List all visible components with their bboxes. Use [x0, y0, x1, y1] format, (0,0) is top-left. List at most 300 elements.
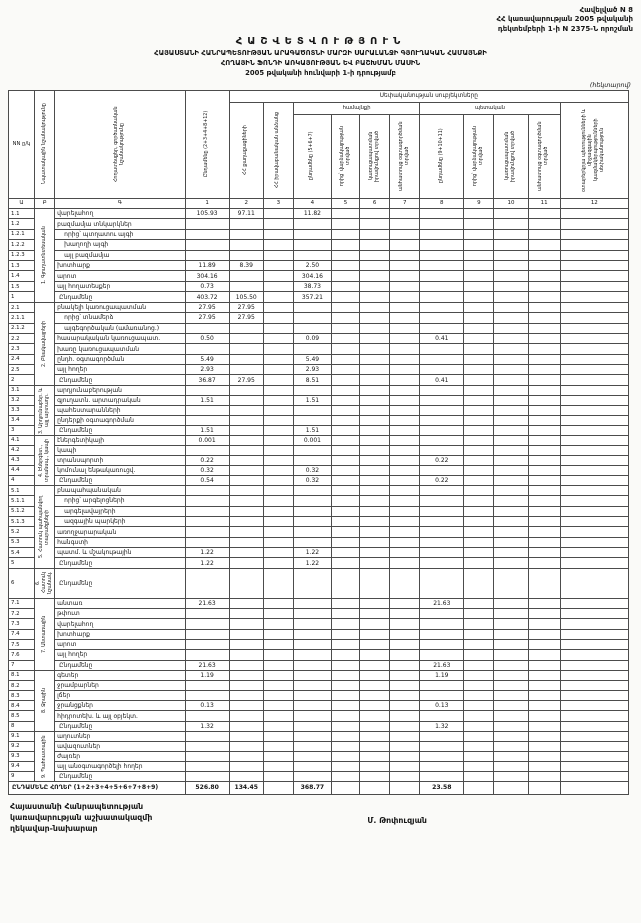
value-cell-col8: 0.22: [420, 455, 464, 465]
value-cell-col12: [560, 629, 628, 639]
value-cell-col1: [185, 344, 229, 354]
value-cell-col3: [263, 344, 293, 354]
value-cell-col8: [420, 323, 464, 333]
value-cell-col6: [360, 619, 390, 629]
category-label-cell: [35, 485, 55, 568]
column-number: Բ: [35, 198, 55, 208]
value-cell-col9: [464, 721, 494, 731]
value-cell-col1: 11.89: [185, 261, 229, 271]
value-cell-col5: [331, 681, 359, 691]
col-header-6: [360, 114, 390, 198]
header-band-row: [9, 90, 629, 102]
value-cell-col1: [185, 761, 229, 771]
value-cell-col1: [185, 639, 229, 649]
value-cell-col1: [185, 691, 229, 701]
report-subtitle-subject: ՀՈՂԱՅԻՆ ՖՈՆԴԻ ԱՌԿԱՅՈՒԹՅԱՆ ԵՎ ԲԱՇԽՄԱՆ ՄԱՍԻՆ: [220, 59, 421, 68]
value-cell-col6: [360, 313, 390, 323]
value-cell-col12: [560, 292, 628, 303]
report-subtitle-date: 2005 թվականի հունվարի 1-ի դրությամբ: [245, 69, 396, 77]
land-type-label: այլ հողեր: [55, 365, 185, 375]
value-cell-col2: [229, 365, 263, 375]
land-type-label: Ընդամենը: [55, 721, 185, 731]
value-cell-col8: [420, 425, 464, 435]
value-cell-col11: [528, 650, 560, 660]
value-cell-col7: [390, 568, 420, 598]
title-block: [8, 36, 633, 79]
value-cell-col7: [390, 250, 420, 260]
value-cell-col4: [293, 219, 331, 229]
col-header-8: [420, 114, 464, 198]
grand-total-col10: [494, 781, 528, 794]
value-cell-col11: [528, 639, 560, 649]
value-cell-col3: [263, 208, 293, 218]
value-cell-col1: 0.73: [185, 281, 229, 291]
table-row: [9, 761, 629, 771]
row-code: 4.3: [9, 455, 35, 465]
value-cell-col10: [494, 558, 528, 568]
value-cell-col8: [420, 629, 464, 639]
value-cell-col9: [464, 660, 494, 670]
value-cell-col8: [420, 435, 464, 445]
value-cell-col5: [331, 660, 359, 670]
land-type-label: առողջարարական: [55, 527, 185, 537]
appendix-line: Հավելված N 8: [579, 6, 633, 14]
value-cell-col9: [464, 506, 494, 516]
value-cell-col9: [464, 771, 494, 781]
category-label-cell: [35, 385, 55, 435]
value-cell-col1: [185, 751, 229, 761]
value-cell-col5: [331, 771, 359, 781]
land-type-label: վարելահող: [55, 208, 185, 218]
value-cell-col7: [390, 721, 420, 731]
land-type-label: ժայռեր: [55, 751, 185, 761]
value-cell-col7: [390, 313, 420, 323]
value-cell-col9: [464, 250, 494, 260]
value-cell-col6: [360, 229, 390, 239]
value-cell-col8: [420, 681, 464, 691]
value-cell-col4: [293, 323, 331, 333]
value-cell-col1: [185, 506, 229, 516]
value-cell-col5: [331, 496, 359, 506]
column-number: 1: [185, 198, 229, 208]
value-cell-col6: [360, 711, 390, 721]
value-cell-col9: [464, 619, 494, 629]
value-cell-col2: [229, 354, 263, 364]
row-code: 4.4: [9, 465, 35, 475]
value-cell-col1: [185, 250, 229, 260]
value-cell-col11: [528, 445, 560, 455]
value-cell-col3: [263, 639, 293, 649]
value-cell-col3: [263, 701, 293, 711]
value-cell-col2: [229, 741, 263, 751]
value-cell-col5: [331, 568, 359, 598]
value-cell-col7: [390, 344, 420, 354]
value-cell-col8: [420, 281, 464, 291]
value-cell-col3: [263, 751, 293, 761]
value-cell-col4: [293, 568, 331, 598]
category-label: 3. Արդյունաբեր. և այլ արտադր.: [38, 387, 50, 434]
value-cell-col8: [420, 691, 464, 701]
value-cell-col3: [263, 741, 293, 751]
land-type-label: արոտ: [55, 639, 185, 649]
value-cell-col2: [229, 219, 263, 229]
value-cell-col4: [293, 639, 331, 649]
value-cell-col11: [528, 219, 560, 229]
value-cell-col6: [360, 365, 390, 375]
value-cell-col1: 36.87: [185, 375, 229, 385]
value-cell-col4: [293, 445, 331, 455]
value-cell-col2: [229, 711, 263, 721]
value-cell-col4: [293, 609, 331, 619]
value-cell-col4: [293, 485, 331, 495]
value-cell-col2: [229, 639, 263, 649]
value-cell-col8: 0.13: [420, 701, 464, 711]
value-cell-col3: [263, 240, 293, 250]
value-cell-col8: [420, 313, 464, 323]
value-cell-col5: [331, 650, 359, 660]
value-cell-col10: [494, 240, 528, 250]
value-cell-col8: [420, 271, 464, 281]
value-cell-col10: [494, 292, 528, 303]
value-cell-col7: [390, 496, 420, 506]
value-cell-col9: [464, 435, 494, 445]
row-code: 1.1: [9, 208, 35, 218]
category-total-row: [9, 475, 629, 485]
value-cell-col10: [494, 313, 528, 323]
value-cell-col9: [464, 527, 494, 537]
value-cell-col4: [293, 670, 331, 680]
value-cell-col1: [185, 527, 229, 537]
table-row: [9, 609, 629, 619]
value-cell-col10: [494, 496, 528, 506]
value-cell-col2: [229, 435, 263, 445]
category-label-cell: [35, 731, 55, 781]
value-cell-col12: [560, 751, 628, 761]
value-cell-col6: [360, 250, 390, 260]
value-cell-col2: [229, 425, 263, 435]
value-cell-col4: [293, 629, 331, 639]
value-cell-col8: [420, 415, 464, 425]
value-cell-col2: [229, 405, 263, 415]
value-cell-col12: [560, 313, 628, 323]
value-cell-col4: [293, 701, 331, 711]
value-cell-col9: [464, 445, 494, 455]
value-cell-col10: [494, 527, 528, 537]
table-row: [9, 354, 629, 364]
value-cell-col8: [420, 761, 464, 771]
value-cell-col6: [360, 496, 390, 506]
value-cell-col10: [494, 485, 528, 495]
value-cell-col10: [494, 691, 528, 701]
value-cell-col11: [528, 548, 560, 558]
value-cell-col6: [360, 425, 390, 435]
value-cell-col4: 0.09: [293, 333, 331, 343]
value-cell-col8: [420, 405, 464, 415]
row-code: 1.2.3: [9, 250, 35, 260]
land-type-label: վարելահող: [55, 619, 185, 629]
value-cell-col4: 38.73: [293, 281, 331, 291]
value-cell-col6: [360, 660, 390, 670]
value-cell-col10: [494, 711, 528, 721]
value-cell-col3: [263, 365, 293, 375]
value-cell-col4: [293, 619, 331, 629]
land-type-label: այլ հողեր: [55, 650, 185, 660]
value-cell-col11: [528, 751, 560, 761]
column-number: 7: [390, 198, 420, 208]
row-code: 8.3: [9, 691, 35, 701]
value-cell-col9: [464, 385, 494, 395]
row-code: 2.1: [9, 302, 35, 312]
row-code: 2.1.1: [9, 313, 35, 323]
value-cell-col9: [464, 609, 494, 619]
value-cell-col9: [464, 741, 494, 751]
value-cell-col2: [229, 229, 263, 239]
value-cell-col6: [360, 385, 390, 395]
row-code: 5.3: [9, 537, 35, 547]
value-cell-col5: [331, 261, 359, 271]
value-cell-col11: [528, 527, 560, 537]
value-cell-col8: 21.63: [420, 598, 464, 608]
grand-total-col5: [331, 781, 359, 794]
value-cell-col12: [560, 670, 628, 680]
value-cell-col5: [331, 240, 359, 250]
value-cell-col1: [185, 385, 229, 395]
table-row: [9, 691, 629, 701]
value-cell-col11: [528, 681, 560, 691]
value-cell-col4: [293, 302, 331, 312]
value-cell-col9: [464, 650, 494, 660]
value-cell-col11: [528, 344, 560, 354]
value-cell-col8: 0.41: [420, 375, 464, 385]
value-cell-col12: [560, 548, 628, 558]
value-cell-col4: [293, 344, 331, 354]
land-type-label: արդյունաբերության: [55, 385, 185, 395]
land-type-label: էներգետիկայի: [55, 435, 185, 445]
value-cell-col6: [360, 516, 390, 526]
value-cell-col12: [560, 568, 628, 598]
header-numbers-row: [9, 198, 629, 208]
value-cell-col4: 357.21: [293, 292, 331, 303]
value-cell-col11: [528, 415, 560, 425]
value-cell-col11: [528, 455, 560, 465]
value-cell-col2: [229, 281, 263, 291]
table-row: [9, 435, 629, 445]
table-row: [9, 415, 629, 425]
value-cell-col11: [528, 609, 560, 619]
value-cell-col5: [331, 302, 359, 312]
value-cell-col12: [560, 219, 628, 229]
report-title: ՀԱՇՎԵՏՎՈՒԹՅՈՒՆ: [235, 36, 406, 48]
col-header-4: [293, 114, 331, 198]
land-type-label: կապի: [55, 445, 185, 455]
row-code: 2: [9, 375, 35, 385]
value-cell-col10: [494, 354, 528, 364]
value-cell-col8: [420, 609, 464, 619]
value-cell-col4: 1.51: [293, 425, 331, 435]
value-cell-col12: [560, 558, 628, 568]
land-type-label: Ընդամենը: [55, 292, 185, 303]
value-cell-col11: [528, 629, 560, 639]
value-cell-col5: [331, 250, 359, 260]
value-cell-col12: [560, 261, 628, 271]
value-cell-col11: [528, 721, 560, 731]
value-cell-col7: [390, 354, 420, 364]
value-cell-col9: [464, 691, 494, 701]
value-cell-col3: [263, 385, 293, 395]
value-cell-col5: [331, 516, 359, 526]
value-cell-col1: [185, 711, 229, 721]
value-cell-col11: [528, 711, 560, 721]
value-cell-col4: [293, 741, 331, 751]
value-cell-col12: [560, 741, 628, 751]
value-cell-col2: [229, 516, 263, 526]
row-code: 8.4: [9, 701, 35, 711]
value-cell-col7: [390, 229, 420, 239]
value-cell-col2: [229, 751, 263, 761]
value-cell-col12: [560, 506, 628, 516]
value-cell-col9: [464, 271, 494, 281]
value-cell-col2: [229, 496, 263, 506]
value-cell-col1: [185, 240, 229, 250]
value-cell-col1: 0.32: [185, 465, 229, 475]
row-code: 6: [9, 568, 35, 598]
value-cell-col2: 8.39: [229, 261, 263, 271]
value-cell-col9: [464, 405, 494, 415]
value-cell-col12: [560, 302, 628, 312]
value-cell-col2: [229, 548, 263, 558]
value-cell-col11: [528, 271, 560, 281]
row-code: 1.5: [9, 281, 35, 291]
value-cell-col2: [229, 598, 263, 608]
value-cell-col3: [263, 261, 293, 271]
value-cell-col6: [360, 506, 390, 516]
value-cell-col5: [331, 415, 359, 425]
value-cell-col1: [185, 568, 229, 598]
signatory-line: ղեկավար-նախարար: [10, 823, 98, 833]
grand-total-col3: [263, 781, 293, 794]
value-cell-col6: [360, 701, 390, 711]
category-label-cell: [35, 670, 55, 731]
value-cell-col3: [263, 465, 293, 475]
value-cell-col7: [390, 375, 420, 385]
value-cell-col10: [494, 385, 528, 395]
value-cell-col6: [360, 435, 390, 445]
value-cell-col9: [464, 537, 494, 547]
row-code: 1.4: [9, 271, 35, 281]
value-cell-col7: [390, 701, 420, 711]
value-cell-col12: [560, 598, 628, 608]
value-cell-col1: 27.95: [185, 302, 229, 312]
value-cell-col2: 27.95: [229, 375, 263, 385]
value-cell-col1: 1.32: [185, 721, 229, 731]
value-cell-col11: [528, 375, 560, 385]
value-cell-col11: [528, 405, 560, 415]
value-cell-col4: [293, 516, 331, 526]
value-cell-col4: 0.32: [293, 475, 331, 485]
value-cell-col8: 0.41: [420, 333, 464, 343]
report-subtitle-community: ՀԱՅԱՍՏԱՆԻ ՀԱՆՐԱՊԵՏՈՒԹՅԱՆ ԱՐԱԳԱԾՈՏՆԻ ՄԱՐԶԻ ՍԱՐԱԼԱՆՋԻ ԳՅՈՒՂԱԿԱՆ ՀԱՄԱՅՆՔԻ: [154, 49, 487, 58]
value-cell-col8: [420, 395, 464, 405]
value-cell-col9: [464, 670, 494, 680]
value-cell-col7: [390, 558, 420, 568]
value-cell-col9: [464, 701, 494, 711]
value-cell-col10: [494, 405, 528, 415]
value-cell-col1: 2.93: [185, 365, 229, 375]
value-cell-col5: [331, 375, 359, 385]
category-label: 2. Բնակավայրերի: [41, 320, 47, 367]
value-cell-col3: [263, 281, 293, 291]
value-cell-col11: [528, 701, 560, 711]
column-number: 5: [331, 198, 359, 208]
value-cell-col5: [331, 323, 359, 333]
value-cell-col6: [360, 751, 390, 761]
value-cell-col3: [263, 405, 293, 415]
value-cell-col12: [560, 516, 628, 526]
table-row: [9, 344, 629, 354]
value-cell-col10: [494, 261, 528, 271]
row-code: 4.2: [9, 445, 35, 455]
value-cell-col8: [420, 537, 464, 547]
value-cell-col9: [464, 598, 494, 608]
value-cell-col3: [263, 354, 293, 364]
value-cell-col4: [293, 405, 331, 415]
value-cell-col12: [560, 271, 628, 281]
value-cell-col6: [360, 354, 390, 364]
row-code: 7.5: [9, 639, 35, 649]
value-cell-col4: 0.32: [293, 465, 331, 475]
value-cell-col2: [229, 344, 263, 354]
value-cell-col3: [263, 681, 293, 691]
value-cell-col1: [185, 537, 229, 547]
table-row: [9, 650, 629, 660]
value-cell-col7: [390, 271, 420, 281]
value-cell-col10: [494, 629, 528, 639]
value-cell-col11: [528, 506, 560, 516]
value-cell-col2: [229, 271, 263, 281]
value-cell-col8: [420, 771, 464, 781]
col-header-7: [390, 114, 420, 198]
value-cell-col11: [528, 385, 560, 395]
row-code: 7: [9, 660, 35, 670]
table-row: [9, 250, 629, 260]
value-cell-col5: [331, 598, 359, 608]
value-cell-col3: [263, 516, 293, 526]
value-cell-col2: [229, 240, 263, 250]
value-cell-col9: [464, 496, 494, 506]
value-cell-col10: [494, 465, 528, 475]
value-cell-col7: [390, 415, 420, 425]
value-cell-col6: [360, 271, 390, 281]
value-cell-col4: [293, 731, 331, 741]
row-code: 7.3: [9, 619, 35, 629]
value-cell-col8: [420, 208, 464, 218]
land-type-label: ազգային պարկերի: [55, 516, 185, 526]
land-type-label: ավազուտներ: [55, 741, 185, 751]
value-cell-col12: [560, 250, 628, 260]
value-cell-col7: [390, 333, 420, 343]
land-type-label: խոտհարք: [55, 629, 185, 639]
col-header-text: անհատույց օգտագործման տրված: [398, 121, 410, 192]
value-cell-col10: [494, 375, 528, 385]
col-header-foreign: օտարերկրյա պետությունների և միջազգային կազմակերպությունների սեփականություն: [560, 102, 628, 198]
column-number: 12: [560, 198, 628, 208]
value-cell-col2: [229, 465, 263, 475]
value-cell-col4: [293, 537, 331, 547]
value-cell-col9: [464, 711, 494, 721]
table-row: [9, 240, 629, 250]
value-cell-col12: [560, 660, 628, 670]
value-cell-col10: [494, 516, 528, 526]
